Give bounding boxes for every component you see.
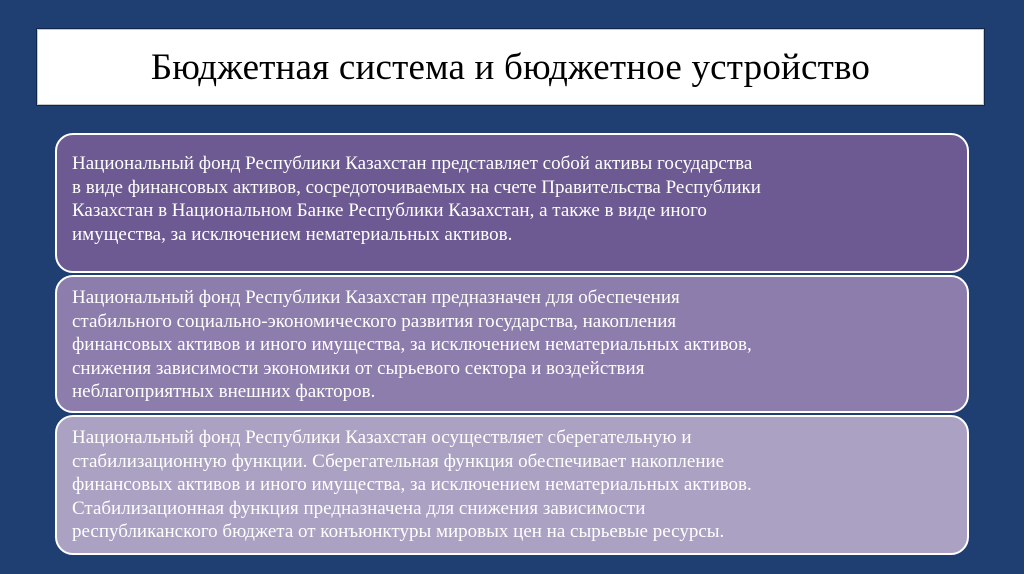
content-block-purpose xyxy=(55,275,969,413)
slide-title: Бюджетная система и бюджетное устройство xyxy=(150,46,871,88)
content-block-functions xyxy=(55,415,969,555)
text-line: Национальный фонд Республики Казахстан предназначен для обеспечения xyxy=(72,287,680,308)
text-line: Национальный фонд Республики Казахстан представляет собой активы государства xyxy=(72,153,753,174)
text-line: стабилизационную функции. Сберегательная функция обеспечивает накопление xyxy=(72,450,725,472)
text-line: Казахстан в Национальном Банке Республики Казахстан, а также в виде иного xyxy=(72,200,707,221)
text-line: в виде финансовых активов, сосредоточиваемых на счете Правительства Республики xyxy=(72,176,761,198)
text-line: Национальный фонд Республики Казахстан осуществляет сберегательную и xyxy=(72,427,692,448)
text-line: неблагоприятных внешних факторов. xyxy=(72,381,376,402)
text-line: Стабилизационная функция предназначена для снижения зависимости xyxy=(72,497,646,519)
text-line: финансовых активов и иного имущества, за исключением нематериальных активов, xyxy=(72,334,752,355)
text-line: республиканского бюджета от конъюнктуры мировых цен на сырьевые ресурсы. xyxy=(72,521,725,542)
text-line: снижения зависимости экономики от сырьевого сектора и воздействия xyxy=(72,357,645,379)
content-block-purpose-definition xyxy=(55,133,969,273)
title-box xyxy=(37,29,984,105)
text-line: имущества, за исключением нематериальных активов. xyxy=(72,223,513,245)
text-line: финансовых активов и иного имущества, за исключением нематериальных активов. xyxy=(72,474,752,495)
text-line: стабильного социально-экономического развития государства, накопления xyxy=(72,310,677,332)
